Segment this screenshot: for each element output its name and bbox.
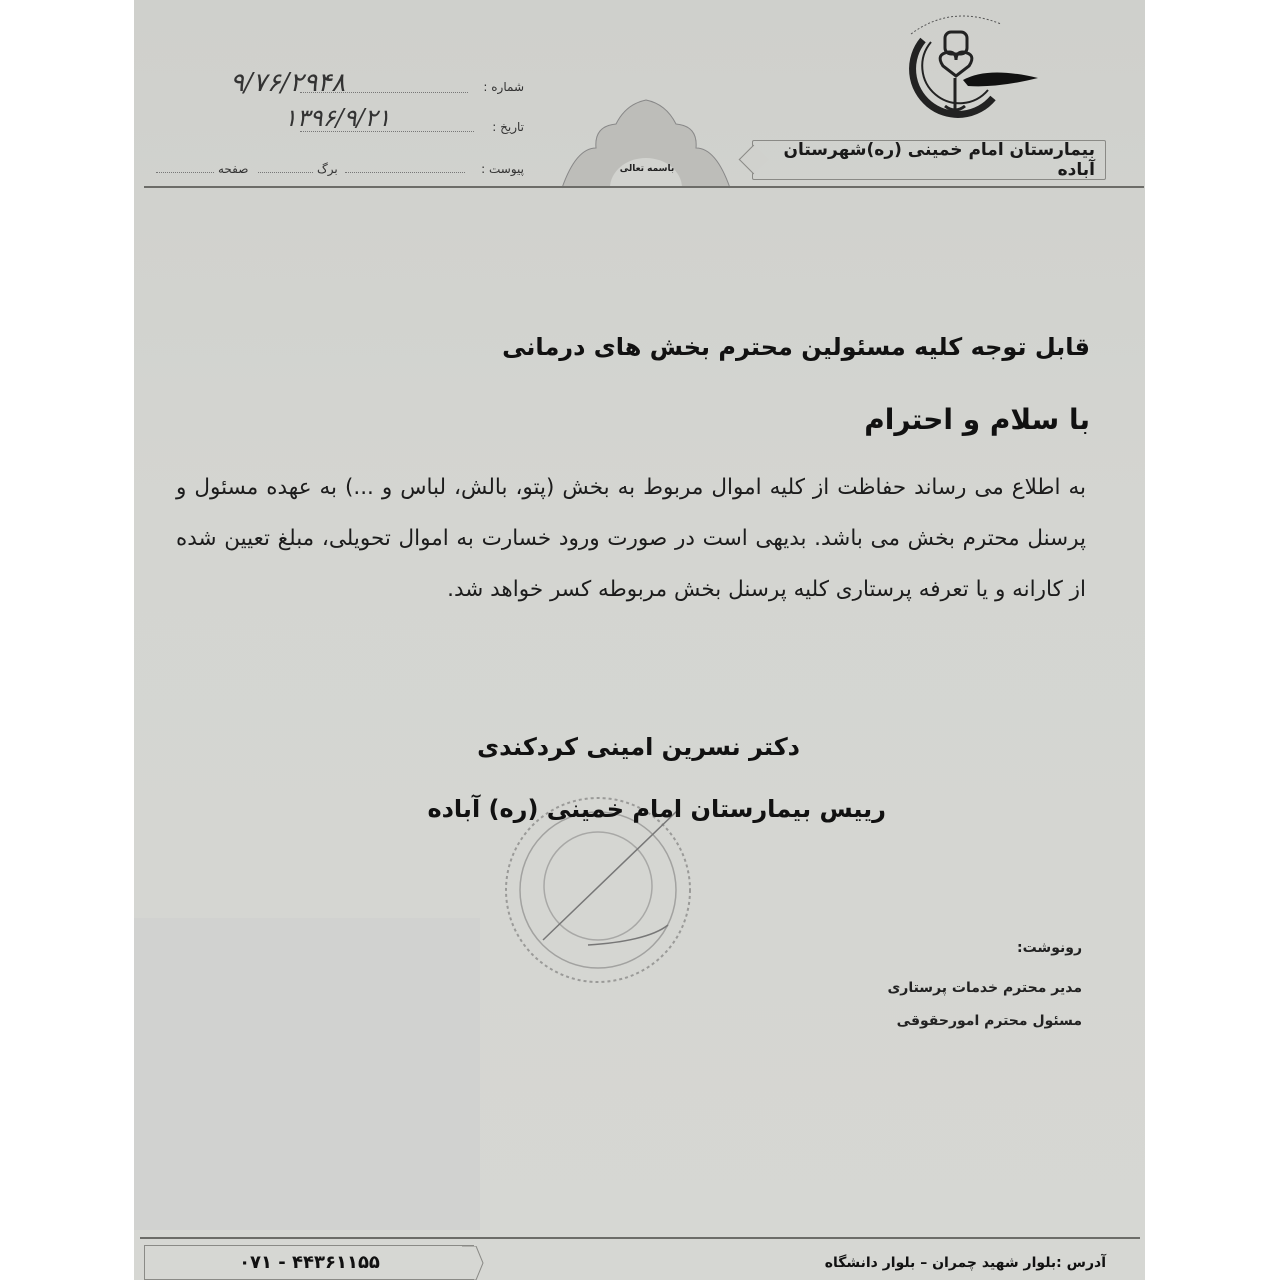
number-value: ۹/۷۶/۲۹۴۸: [230, 68, 346, 98]
cc-label: رونوشت:: [1017, 940, 1082, 956]
hospital-name-header: [752, 140, 1106, 180]
footer-divider: [140, 1237, 1140, 1239]
decorative-ornament-icon: [556, 98, 736, 190]
attachment-label: پیوست :: [481, 162, 524, 176]
hospital-name-text: بیمارستان امام خمینی (ره)شهرستان آباده: [783, 140, 1095, 180]
page-line: [156, 172, 214, 173]
attachment-line: [345, 172, 465, 173]
header-divider: [144, 186, 1144, 188]
sheet-label: برگ: [317, 162, 338, 176]
page-label: صفحه: [218, 162, 249, 176]
phone-box: [144, 1245, 474, 1280]
arrow-shape-icon: [462, 1246, 484, 1280]
signatory-title: رییس بیمارستان امام خمینی (ره) آباده: [427, 795, 886, 823]
phone-number: ۰۷۱ - ۴۴۳۶۱۱۵۵: [239, 1252, 380, 1273]
date-label: تاریخ :: [492, 120, 524, 134]
greeting: با سلام و احترام: [864, 403, 1090, 436]
cc-item: مسئول محترم امورحقوقی: [896, 1013, 1082, 1029]
invocation-text: باسمه تعالی: [619, 164, 675, 174]
signatory-name: دکتر نسرین امینی کردکندی: [477, 733, 800, 761]
date-value: ۱۳۹۶/۹/۲۱: [284, 104, 391, 132]
university-emblem-icon: [893, 10, 1043, 120]
address: آدرس :بلوار شهید چمران – بلوار دانشگاه: [824, 1255, 1106, 1271]
sheet-line: [258, 172, 313, 173]
addressee: قابل توجه کلیه مسئولین محترم بخش های درمانی: [502, 333, 1090, 361]
cc-item: مدیر محترم خدمات پرستاری: [887, 980, 1082, 996]
letter-body: به اطلاع می رساند حفاظت از کلیه اموال مربوط به بخش (پتو، بالش، لباس و ...) به عهده مسئول و پرسنل محترم بخش می باشد. بدیهی است در صورت ورود خسارت به اموال تحویلی، مبلغ تعیین شده از کارانه و یا تعرفه پرستاری کلیه پرسنل بخش مربوطه کسر خواهد شد.: [176, 475, 1086, 602]
number-label: شماره :: [483, 80, 524, 94]
redacted-patch: [134, 918, 480, 1230]
